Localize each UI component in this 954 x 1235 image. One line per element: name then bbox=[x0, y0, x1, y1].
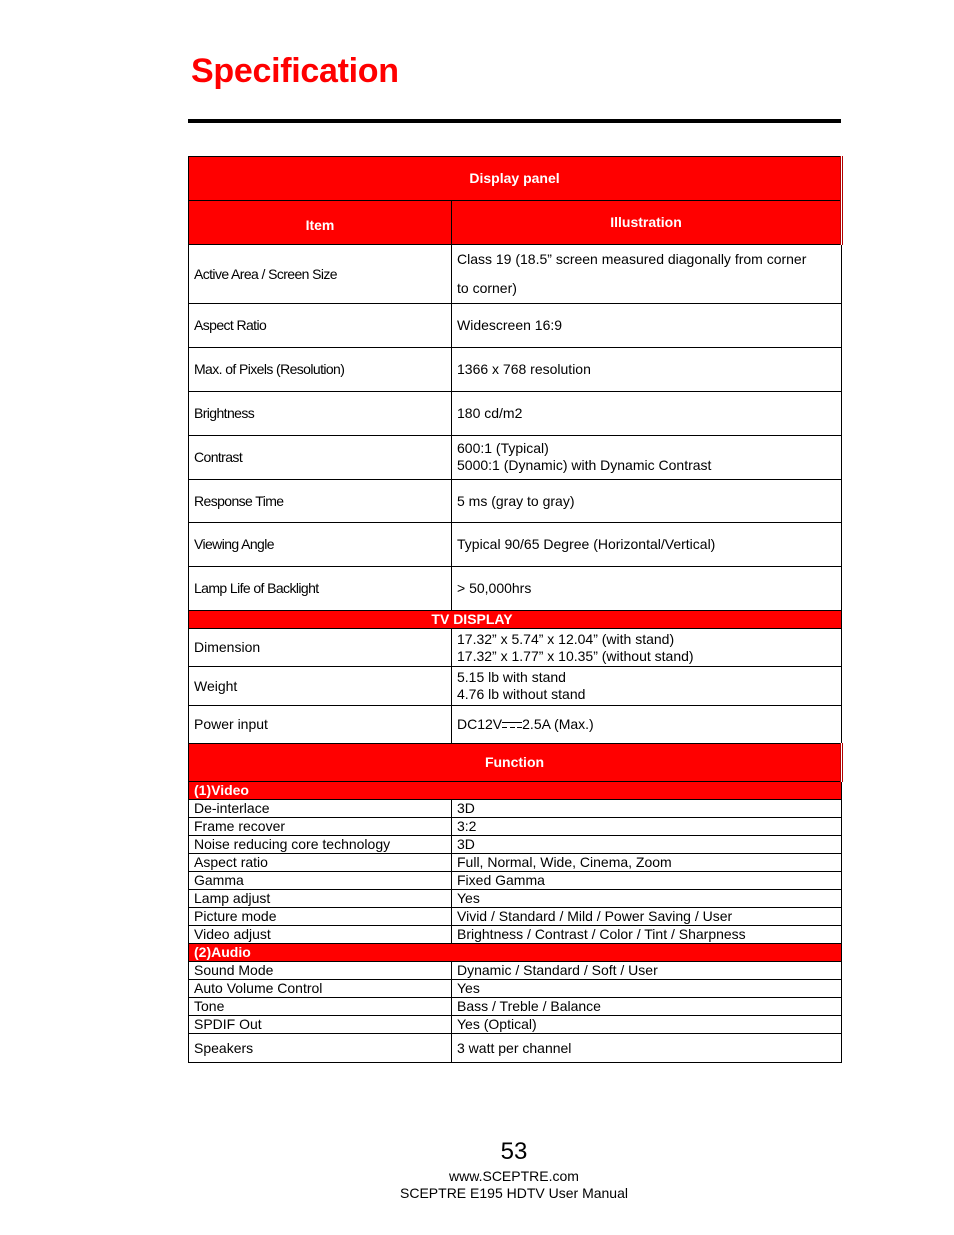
table-row bbox=[189, 392, 842, 436]
dc-symbol-icon bbox=[502, 721, 522, 730]
spec-value: Full, Normal, Wide, Cinema, Zoom bbox=[452, 854, 842, 872]
spec-value-line: to corner) bbox=[457, 280, 517, 296]
spec-value: Typical 90/65 Degree (Horizontal/Vertical) bbox=[452, 523, 842, 567]
spec-item: Aspect ratio bbox=[189, 854, 452, 872]
spec-item: Speakers bbox=[189, 1034, 452, 1063]
spec-item: Lamp Life of Backlight bbox=[189, 567, 452, 611]
spec-item: Active Area / Screen Size bbox=[189, 245, 452, 304]
power-voltage: DC12V bbox=[457, 716, 503, 732]
display-panel-header-row bbox=[189, 157, 842, 201]
spec-value bbox=[452, 245, 842, 304]
table-row bbox=[189, 706, 842, 744]
table-row bbox=[189, 980, 842, 998]
table-row bbox=[189, 872, 842, 890]
table-row bbox=[189, 567, 842, 611]
table-row bbox=[189, 818, 842, 836]
title-divider bbox=[188, 119, 841, 123]
spec-value: 5 ms (gray to gray) bbox=[452, 480, 842, 523]
display-panel-header: Display panel bbox=[189, 157, 842, 201]
table-row bbox=[189, 245, 842, 304]
spec-table bbox=[188, 156, 843, 1063]
spec-value: 1366 x 768 resolution bbox=[452, 348, 842, 392]
spec-item: Lamp adjust bbox=[189, 890, 452, 908]
spec-value-line: 4.76 lb without stand bbox=[457, 686, 586, 702]
spec-value: 3D bbox=[452, 836, 842, 854]
table-row bbox=[189, 1016, 842, 1034]
spec-item: Weight bbox=[189, 667, 452, 706]
spec-item: De-interlace bbox=[189, 800, 452, 818]
page-number: 53 bbox=[500, 1138, 528, 1165]
spec-item: Viewing Angle bbox=[189, 523, 452, 567]
spec-item: Video adjust bbox=[189, 926, 452, 944]
power-current: 2.5A (Max.) bbox=[522, 716, 594, 732]
column-header-item: Item bbox=[189, 201, 452, 245]
spec-value bbox=[452, 667, 842, 706]
table-row bbox=[189, 998, 842, 1016]
spec-value: 3D bbox=[452, 800, 842, 818]
spec-item: Picture mode bbox=[189, 908, 452, 926]
spec-item: Response Time bbox=[189, 480, 452, 523]
spec-value: Yes (Optical) bbox=[452, 1016, 842, 1034]
spec-item: Dimension bbox=[189, 629, 452, 667]
spec-value: 180 cd/m2 bbox=[452, 392, 842, 436]
spec-value-line: Class 19 (18.5” screen measured diagonally from corner bbox=[457, 251, 807, 267]
table-row bbox=[189, 523, 842, 567]
spec-item: Brightness bbox=[189, 392, 452, 436]
video-section-header: (1)Video bbox=[189, 782, 842, 800]
table-row bbox=[189, 480, 842, 523]
table-row bbox=[189, 908, 842, 926]
table-row bbox=[189, 926, 842, 944]
spec-value: 3 watt per channel bbox=[452, 1034, 842, 1063]
spec-item: Gamma bbox=[189, 872, 452, 890]
spec-item: Sound Mode bbox=[189, 962, 452, 980]
spec-value bbox=[452, 436, 842, 480]
video-section-row bbox=[189, 782, 842, 800]
spec-item: Noise reducing core technology bbox=[189, 836, 452, 854]
table-row bbox=[189, 854, 842, 872]
spec-value-line: 600:1 (Typical) bbox=[457, 440, 549, 456]
spec-value-line: 17.32” x 5.74” x 12.04” (with stand) bbox=[457, 630, 675, 647]
table-row bbox=[189, 667, 842, 706]
spec-value: Widescreen 16:9 bbox=[452, 304, 842, 348]
spec-item: Tone bbox=[189, 998, 452, 1016]
table-row bbox=[189, 800, 842, 818]
table-row bbox=[189, 1034, 842, 1063]
spec-value: Brightness / Contrast / Color / Tint / Sharpness bbox=[452, 926, 842, 944]
function-header-row bbox=[189, 744, 842, 782]
spec-value: 3:2 bbox=[452, 818, 842, 836]
page-title: Specification bbox=[191, 52, 399, 90]
audio-section-row bbox=[189, 944, 842, 962]
tv-display-header bbox=[189, 611, 842, 629]
spec-value: > 50,000hrs bbox=[452, 567, 842, 611]
column-header-illustration: Illustration bbox=[452, 201, 842, 245]
spec-value bbox=[452, 629, 842, 667]
table-row bbox=[189, 962, 842, 980]
spec-value-line: 5.15 lb with stand bbox=[457, 669, 566, 685]
function-header: Function bbox=[189, 744, 842, 782]
table-row bbox=[189, 436, 842, 480]
spec-item: Auto Volume Control bbox=[189, 980, 452, 998]
table-row bbox=[189, 304, 842, 348]
spec-item: SPDIF Out bbox=[189, 1016, 452, 1034]
spec-item: Aspect Ratio bbox=[189, 304, 452, 348]
spec-value: Yes bbox=[452, 980, 842, 998]
spec-value: Yes bbox=[452, 890, 842, 908]
tv-display-header-row bbox=[189, 611, 842, 629]
table-row bbox=[189, 348, 842, 392]
table-row bbox=[189, 890, 842, 908]
spec-value: Bass / Treble / Balance bbox=[452, 998, 842, 1016]
spec-item: Frame recover bbox=[189, 818, 452, 836]
spec-value-line: 17.32” x 1.77” x 10.35” (without stand) bbox=[457, 647, 694, 664]
spec-value-line: 5000:1 (Dynamic) with Dynamic Contrast bbox=[457, 457, 712, 473]
tv-display-header-text: TV DISPLAY bbox=[431, 611, 513, 627]
table-row bbox=[189, 629, 842, 667]
spec-item: Power input bbox=[189, 706, 452, 744]
spec-value: Dynamic / Standard / Soft / User bbox=[452, 962, 842, 980]
spec-item: Max. of Pixels (Resolution) bbox=[189, 348, 452, 392]
table-row bbox=[189, 836, 842, 854]
column-header-row bbox=[189, 201, 842, 245]
spec-value: Fixed Gamma bbox=[452, 872, 842, 890]
audio-section-header: (2)Audio bbox=[189, 944, 842, 962]
spec-value bbox=[452, 706, 842, 744]
spec-value: Vivid / Standard / Mild / Power Saving / User bbox=[452, 908, 842, 926]
spec-item: Contrast bbox=[189, 436, 452, 480]
footer-manual-title: SCEPTRE E195 HDTV User Manual bbox=[400, 1185, 628, 1201]
footer-website: www.SCEPTRE.com bbox=[449, 1168, 579, 1184]
